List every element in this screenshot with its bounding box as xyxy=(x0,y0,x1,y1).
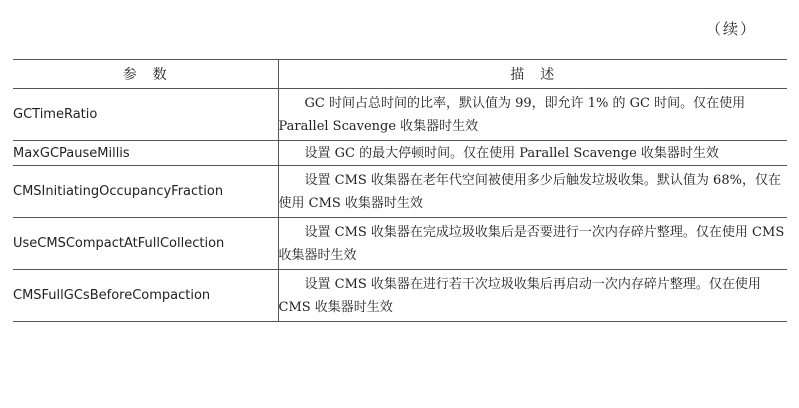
param-description: 设置 CMS 收集器在完成垃圾收集后是否要进行一次内存碎片整理。仅在使用 CMS 收集器时生效 xyxy=(278,218,787,270)
parameter-table xyxy=(13,59,787,322)
table-row xyxy=(13,270,787,322)
param-description: 设置 CMS 收集器在老年代空间被使用多少后触发垃圾收集。默认值为 68%，仅在使用 CMS 收集器时生效 xyxy=(278,166,787,218)
param-description: GC 时间占总时间的比率，默认值为 99，即允许 1% 的 GC 时间。仅在使用 Parallel Scavenge 收集器时生效 xyxy=(278,89,787,141)
continued-label: （续） xyxy=(706,20,758,38)
table-row xyxy=(13,141,787,166)
param-description: 设置 CMS 收集器在进行若干次垃圾收集后再启动一次内存碎片整理。仅在使用 CMS 收集器时生效 xyxy=(278,270,787,322)
param-name: UseCMSCompactAtFullCollection xyxy=(13,218,278,270)
header-param: 参 数 xyxy=(13,60,278,89)
header-desc: 描 述 xyxy=(278,60,787,89)
param-name: CMSFullGCsBeforeCompaction xyxy=(13,270,278,322)
table-row xyxy=(13,89,787,141)
param-name: GCTimeRatio xyxy=(13,89,278,141)
param-name: CMSInitiatingOccupancyFraction xyxy=(13,166,278,218)
table-row xyxy=(13,166,787,218)
table-row xyxy=(13,218,787,270)
param-description: 设置 GC 的最大停顿时间。仅在使用 Parallel Scavenge 收集器时生效 xyxy=(278,141,787,166)
table-header-row xyxy=(13,60,787,89)
param-name: MaxGCPauseMillis xyxy=(13,141,278,166)
